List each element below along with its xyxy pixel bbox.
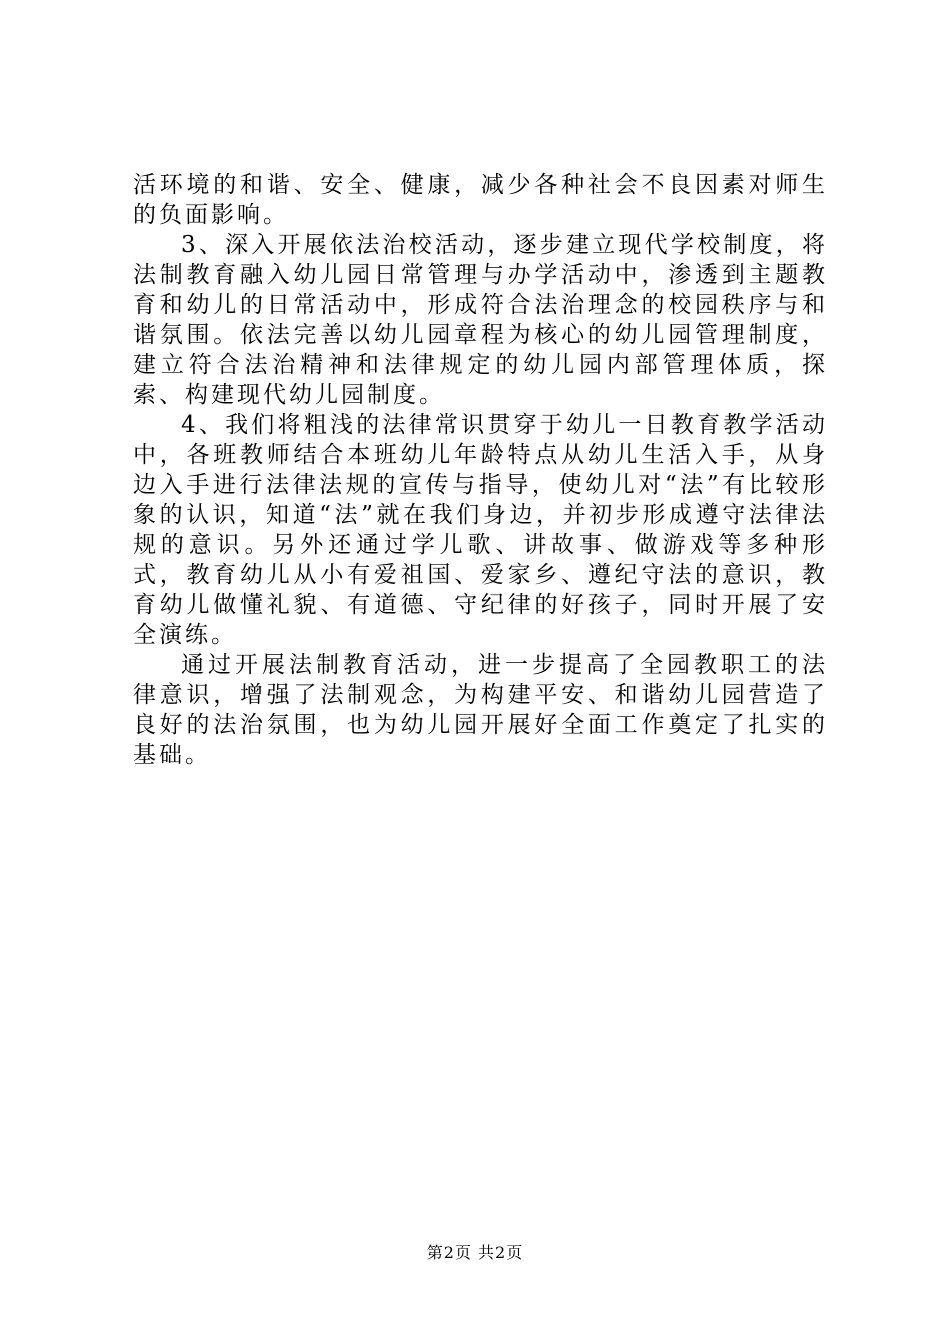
page-number-footer: 第2页 共2页: [426, 1243, 524, 1262]
paragraph-continuation: 活环境的和谐、安全、健康，减少各种社会不良因素对师生的负面影响。: [133, 172, 828, 228]
paragraph-item-3: 3、深入开展依法治校活动，逐步建立现代学校制度，将法制教育融入幼儿园日常管理与办学活动中，渗透到主题教育和幼儿的日常活动中，形成符合法治理念的校园秩序与和谐氛围。依法完善以幼儿园章程为核心的幼儿园管理制度，建立符合法治精神和法律规定的幼儿园内部管理体质，探索、构建现代幼儿园制度。: [133, 232, 828, 408]
document-body: [133, 170, 828, 770]
paragraph-item-4: 4、我们将粗浅的法律常识贯穿于幼儿一日教育教学活动中，各班教师结合本班幼儿年龄特点从幼儿生活入手，从身边入手进行法律法规的宣传与指导，使幼儿对“法”有比较形象的认识，知道“法”就在我们身边，并初步形成遵守法律法规的意识。另外还通过学儿歌、讲故事、做游戏等多种形式，教育幼儿从小有爱祖国、爱家乡、遵纪守法的意识，教育幼儿做懂礼貌、有道德、守纪律的好孩子，同时开展了安全演练。: [133, 412, 828, 648]
paragraph-conclusion: 通过开展法制教育活动，进一步提高了全园教职工的法律意识，增强了法制观念，为构建平安、和谐幼儿园营造了良好的法治氛围，也为幼儿园开展好全面工作奠定了扎实的基础。: [133, 652, 828, 768]
